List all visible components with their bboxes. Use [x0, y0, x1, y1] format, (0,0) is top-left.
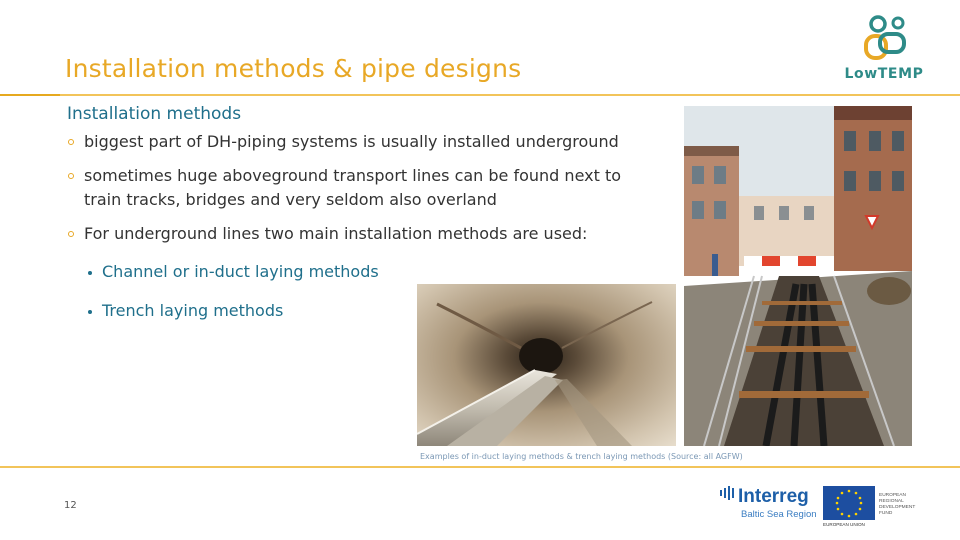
- interreg-bars-icon: [720, 486, 734, 500]
- page-number: 12: [64, 500, 77, 511]
- duct-laying-photo: [417, 284, 676, 446]
- bullet-text: For underground lines two main installation methods are used:: [84, 224, 588, 243]
- bullet-text: sometimes huge aboveground transport lines can be found next to train tracks, bridges and very seldom also overland: [84, 166, 622, 209]
- erdf-line: REGIONAL: [879, 499, 904, 504]
- footer-divider: [0, 466, 960, 468]
- duct-tunnel-image: [417, 284, 676, 446]
- trench-laying-photo: [684, 106, 912, 446]
- bullet-text: biggest part of DH-piping systems is usually installed underground: [84, 132, 619, 151]
- page-title: Installation methods & pipe designs: [65, 54, 522, 83]
- header-divider: [0, 94, 960, 96]
- bullet-item: [84, 130, 644, 154]
- figure-caption: Examples of in-duct laying methods & trench laying methods (Source: all AGFW): [420, 452, 743, 461]
- erdf-line: DEVELOPMENT: [879, 505, 916, 510]
- sub-bullet-item: [102, 261, 379, 283]
- interreg-eu-logo-icon: [717, 484, 927, 528]
- sub-bullet-text: Trench laying methods: [102, 301, 284, 320]
- section-title: Installation methods: [67, 104, 242, 124]
- eu-union-label: EUROPEAN UNION: [823, 522, 865, 527]
- lowtemp-logo-text: LowTEMP: [844, 66, 924, 82]
- bullet-icon: [68, 139, 74, 145]
- interreg-region: Baltic Sea Region: [741, 509, 817, 520]
- lowtemp-logo-icon: [836, 14, 932, 66]
- erdf-line: FUND: [879, 511, 893, 516]
- bullet-icon: [68, 173, 74, 179]
- sub-bullet-text: Channel or in-duct laying methods: [102, 262, 379, 281]
- sub-bullet-icon: [88, 271, 92, 275]
- sub-bullet-item: [102, 300, 283, 322]
- bullet-item: [84, 222, 644, 246]
- trench-street-image: [684, 106, 912, 446]
- erdf-line: EUROPEAN: [879, 493, 906, 498]
- bullet-item: [84, 164, 644, 212]
- interreg-name: Interreg: [738, 486, 809, 507]
- bullet-icon: [68, 231, 74, 237]
- sub-bullet-icon: [88, 310, 92, 314]
- interreg-logo: [717, 484, 927, 528]
- lowtemp-logo: [836, 14, 932, 88]
- header-divider-accent: [0, 94, 60, 96]
